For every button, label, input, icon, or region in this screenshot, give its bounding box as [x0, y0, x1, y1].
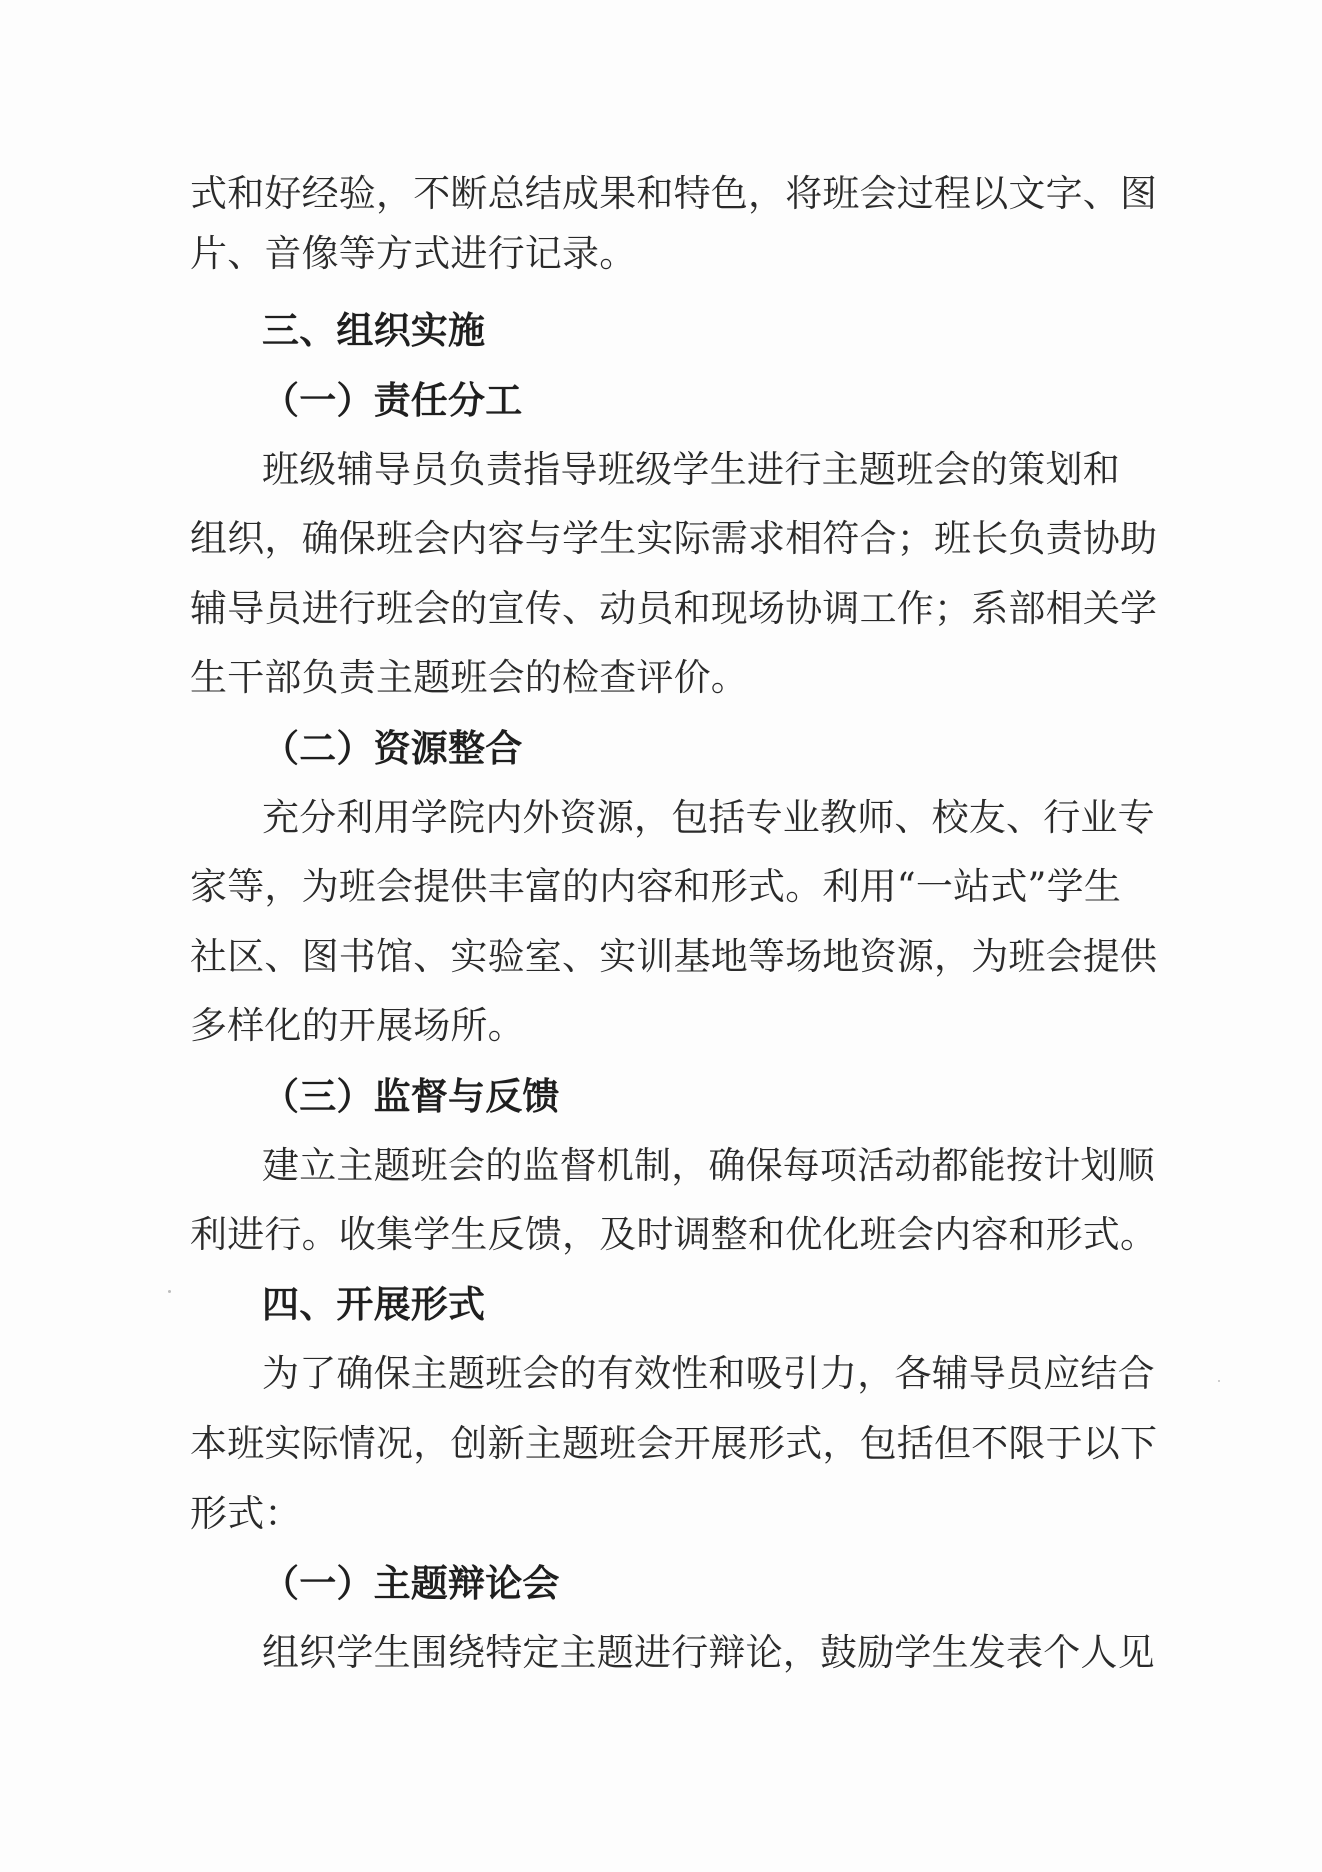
subsection-heading: （二）资源整合	[262, 726, 523, 770]
paragraph-line: 利进行。收集学生反馈，及时调整和优化班会内容和形式。	[190, 1213, 1158, 1256]
scan-speck	[1218, 1380, 1220, 1382]
subsection-heading: （一）主题辩论会	[262, 1561, 560, 1605]
paragraph-line: 辅导员进行班会的宣传、动员和现场协调工作；系部相关学	[190, 587, 1158, 630]
paragraph-line: 组织学生围绕特定主题进行辩论，鼓励学生发表个人见	[262, 1631, 1155, 1674]
paragraph-line: 家等，为班会提供丰富的内容和形式。利用“一站式”学生	[190, 865, 1122, 908]
paragraph-line: 片、音像等方式进行记录。	[190, 232, 637, 275]
scan-speck	[168, 1290, 171, 1293]
paragraph-line: 充分利用学院内外资源，包括专业教师、校友、行业专	[262, 796, 1155, 839]
section-heading: 三、组织实施	[262, 309, 486, 352]
paragraph-line: 多样化的开展场所。	[190, 1004, 525, 1047]
subsection-heading: （一）责任分工	[262, 378, 523, 422]
paragraph-line: 组织，确保班会内容与学生实际需求相符合；班长负责协助	[190, 517, 1158, 560]
paragraph-line: 本班实际情况，创新主题班会开展形式，包括但不限于以下	[190, 1422, 1158, 1465]
paragraph-line: 式和好经验，不断总结成果和特色，将班会过程以文字、图	[190, 172, 1158, 215]
paragraph-line: 形式：	[190, 1492, 302, 1535]
paragraph-line: 班级辅导员负责指导班级学生进行主题班会的策划和	[262, 448, 1120, 491]
paragraph-line: 生干部负责主题班会的检查评价。	[190, 656, 748, 699]
paragraph-line: 建立主题班会的监督机制，确保每项活动都能按计划顺	[262, 1144, 1155, 1187]
subsection-heading: （三）监督与反馈	[262, 1074, 560, 1118]
paragraph-line: 社区、图书馆、实验室、实训基地等场地资源，为班会提供	[190, 935, 1158, 978]
paragraph-line: 为了确保主题班会的有效性和吸引力，各辅导员应结合	[262, 1352, 1155, 1395]
section-heading: 四、开展形式	[262, 1283, 486, 1326]
